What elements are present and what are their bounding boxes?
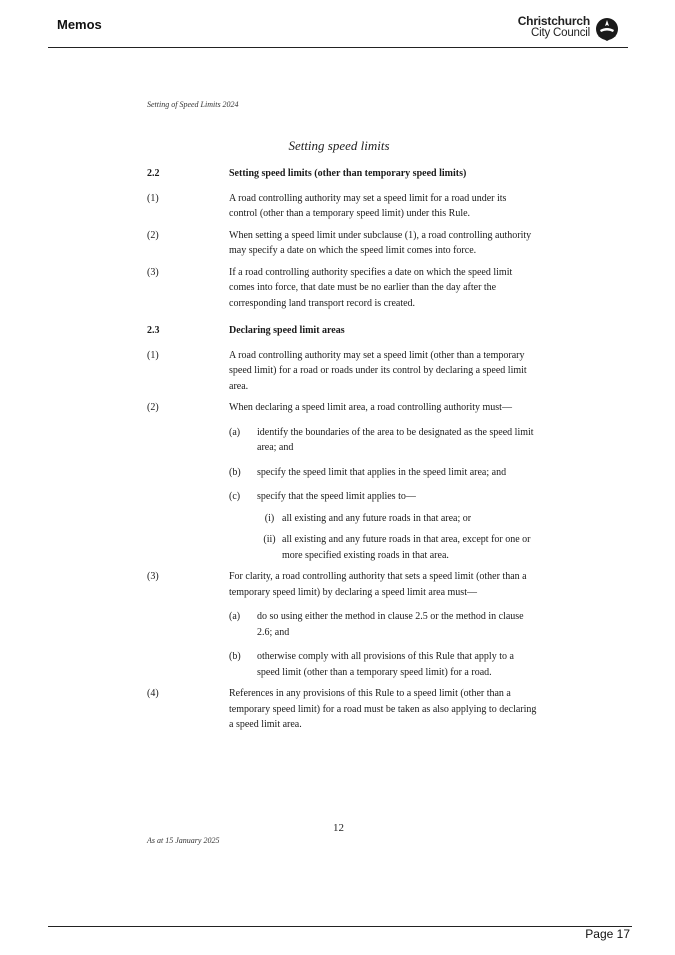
- paragraph-text: otherwise comply with all provisions of this Rule that apply to a speed limit (other than a temporary speed limit) for a road.: [257, 651, 514, 678]
- council-logo: [516, 15, 620, 45]
- clause-2-3-4: [147, 686, 537, 733]
- paragraph-c: [229, 489, 537, 563]
- paragraph-label: (a): [229, 426, 241, 438]
- subclause-text: When setting a speed limit under subclause (1), a road controlling authority may specify a date on which the speed limit comes into force.: [229, 229, 532, 256]
- clause-2-2-heading: [147, 166, 537, 182]
- paragraph-a: [229, 609, 537, 640]
- running-title: Setting of Speed Limits 2024: [147, 100, 239, 109]
- paragraph-text: do so using either the method in clause 2.5 or the method in clause 2.6; and: [257, 611, 524, 638]
- subparagraph-text: all existing and any future roads in that area; or: [282, 512, 472, 524]
- subclause-text: For clarity, a road controlling authority that sets a speed limit (other than a temporary speed limit) by declaring a speed limit area must—: [229, 571, 527, 598]
- subclause-number: (3): [147, 571, 159, 582]
- header-divider: [48, 47, 628, 48]
- folio-number: 12: [333, 822, 344, 834]
- logo-line-1: Christchurch: [517, 14, 590, 28]
- paragraph-text: identify the boundaries of the area to be designated as the speed limit area; and: [257, 426, 534, 453]
- paragraph-label: (b): [229, 651, 241, 662]
- footer-divider: [48, 926, 632, 927]
- clause-2-3-3: [147, 569, 537, 680]
- logo-line-2: City Council: [531, 27, 590, 39]
- christchurch-emblem-icon: [594, 17, 620, 43]
- clause-2-2-1: [147, 191, 537, 222]
- subparagraph-ii: [257, 532, 537, 563]
- clause-2-2-2: [147, 228, 537, 259]
- document-body: [147, 166, 537, 739]
- subclause-text: A road controlling authority may set a speed limit (other than a temporary speed limit) for a road or roads under its control by declaring a speed limit area.: [229, 349, 527, 392]
- subclause-number: (4): [147, 688, 159, 699]
- paragraph-b: [229, 649, 537, 680]
- clause-title: Setting speed limits (other than temporary speed limits): [229, 168, 467, 179]
- paragraph-text: specify that the speed limit applies to—: [257, 491, 416, 502]
- subparagraph-label: (i): [264, 512, 275, 524]
- header-title: Memos: [57, 17, 102, 32]
- subclause-text: If a road controlling authority specifies a date on which the speed limit comes into force, that date must be no earlier than the day after the corresponding land transport record is created.: [229, 266, 513, 309]
- clause-2-3-2: [147, 400, 537, 563]
- subparagraph-i: [257, 511, 537, 527]
- section-heading: [0, 137, 675, 155]
- as-at-date: As at 15 January 2025: [147, 836, 220, 845]
- subclause-text: References in any provisions of this Rule to a speed limit (other than a temporary speed limit) for a road must be taken as also applying to declaring a speed limit area.: [229, 688, 537, 730]
- paragraph-text: specify the speed limit that applies in the speed limit area; and: [257, 466, 507, 478]
- subparagraph-text: all existing and any future roads in that area, except for one or more specified existing roads in that area.: [282, 534, 531, 561]
- section-heading-text: Setting speed limits: [288, 138, 390, 153]
- clause-2-3-heading: [147, 323, 537, 339]
- page-number: Page 17: [585, 927, 630, 941]
- clause-2-3-1: [147, 348, 537, 395]
- subclause-number: (1): [147, 192, 159, 204]
- subparagraph-label: (ii): [263, 534, 276, 545]
- subclause-number: (2): [147, 402, 159, 413]
- subclause-number: (1): [147, 349, 159, 361]
- paragraph-label: (b): [229, 466, 241, 478]
- paragraph-label: (c): [229, 491, 241, 502]
- clause-2-2-3: [147, 265, 537, 312]
- subclause-text: When declaring a speed limit area, a road controlling authority must—: [229, 402, 512, 413]
- clause-number: 2.3: [147, 325, 160, 336]
- paragraph-label: (a): [229, 611, 241, 622]
- paragraph-a: [229, 425, 537, 456]
- subclause-number: (3): [147, 266, 159, 278]
- subclause-text: A road controlling authority may set a speed limit for a road under its control (other than a temporary speed limit) under this Rule.: [229, 192, 507, 219]
- subclause-number: (2): [147, 229, 159, 241]
- clause-title: Declaring speed limit areas: [229, 325, 345, 336]
- paragraph-b: [229, 465, 537, 481]
- clause-number: 2.2: [147, 168, 160, 179]
